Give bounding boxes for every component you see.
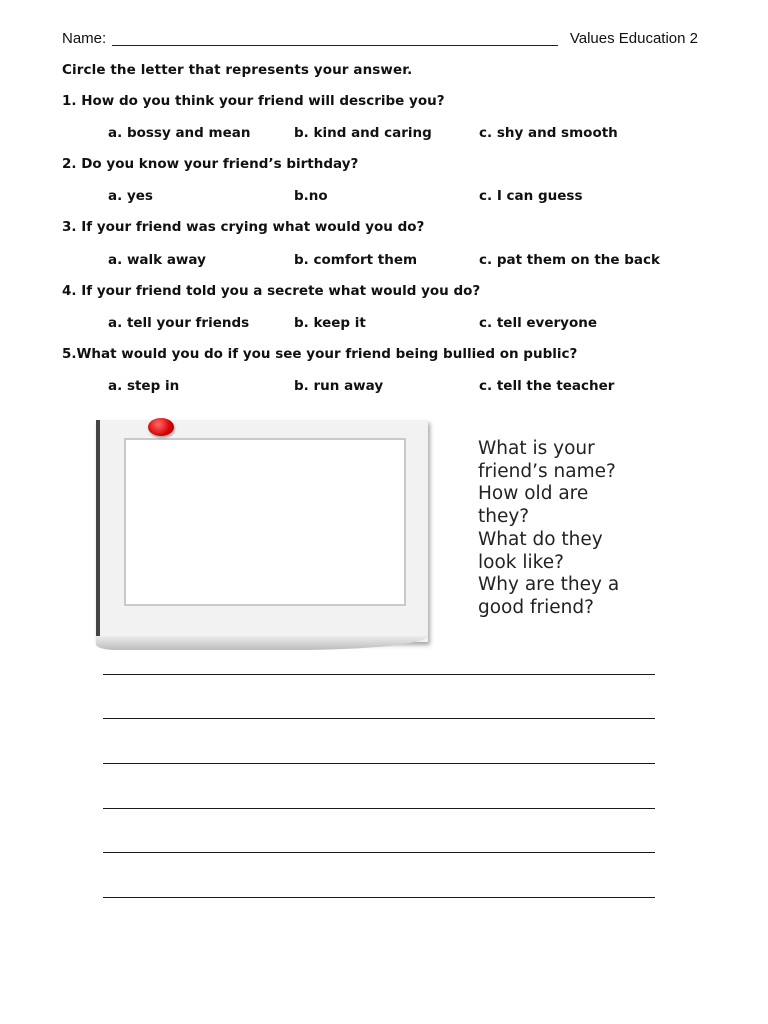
prompt-line: look like?: [478, 551, 564, 573]
frame-curl: [96, 636, 428, 650]
writing-line[interactable]: [103, 852, 655, 853]
question-3: 3. If your friend was crying what would you do?: [62, 219, 425, 235]
question-5-option-a[interactable]: a. step in: [108, 378, 180, 394]
header: [62, 26, 698, 50]
prompt-line: they?: [478, 506, 530, 528]
writing-line[interactable]: [103, 763, 655, 764]
subject-title: Values Education 2: [569, 30, 698, 47]
prompt-line: good friend?: [478, 596, 594, 618]
name-label: Name:: [62, 30, 107, 47]
question-2: 2. Do you know your friend’s birthday?: [62, 156, 359, 172]
writing-line[interactable]: [103, 718, 655, 719]
question-1: 1. How do you think your friend will describe you?: [62, 93, 445, 109]
question-4: 4. If your friend told you a secrete what would you do?: [62, 283, 481, 299]
friend-prompt: [478, 438, 668, 620]
question-3-option-b[interactable]: b. comfort them: [294, 252, 418, 268]
question-2-option-c[interactable]: c. I can guess: [479, 188, 583, 204]
writing-line[interactable]: [103, 808, 655, 809]
frame-board: [96, 420, 428, 642]
name-field-line[interactable]: [112, 45, 558, 46]
question-2-option-a[interactable]: a. yes: [108, 188, 153, 204]
drawing-area[interactable]: [124, 438, 406, 606]
question-5-option-c[interactable]: c. tell the teacher: [479, 378, 615, 394]
question-1-option-c[interactable]: c. shy and smooth: [479, 125, 618, 141]
question-4-option-c[interactable]: c. tell everyone: [479, 315, 598, 331]
prompt-line: friend’s name?: [478, 460, 616, 482]
question-4-option-b[interactable]: b. keep it: [294, 315, 366, 331]
question-5-option-b[interactable]: b. run away: [294, 378, 384, 394]
question-1-option-a[interactable]: a. bossy and mean: [108, 125, 251, 141]
prompt-line: What is your: [478, 438, 595, 459]
writing-line[interactable]: [103, 897, 655, 898]
question-4-option-a[interactable]: a. tell your friends: [108, 315, 250, 331]
prompt-line: What do they: [478, 528, 603, 550]
question-3-option-c[interactable]: c. pat them on the back: [479, 252, 661, 268]
instructions: Circle the letter that represents your answer.: [62, 62, 413, 78]
push-pin-icon: [148, 418, 174, 436]
picture-frame: [96, 420, 426, 650]
question-2-option-b[interactable]: b.no: [294, 188, 328, 204]
question-1-option-b[interactable]: b. kind and caring: [294, 125, 432, 141]
question-5: 5.What would you do if you see your friend being bullied on public?: [62, 346, 578, 362]
prompt-line: Why are they a: [478, 574, 620, 596]
prompt-line: How old are: [478, 483, 589, 505]
writing-line[interactable]: [103, 674, 655, 675]
question-3-option-a[interactable]: a. walk away: [108, 252, 206, 268]
